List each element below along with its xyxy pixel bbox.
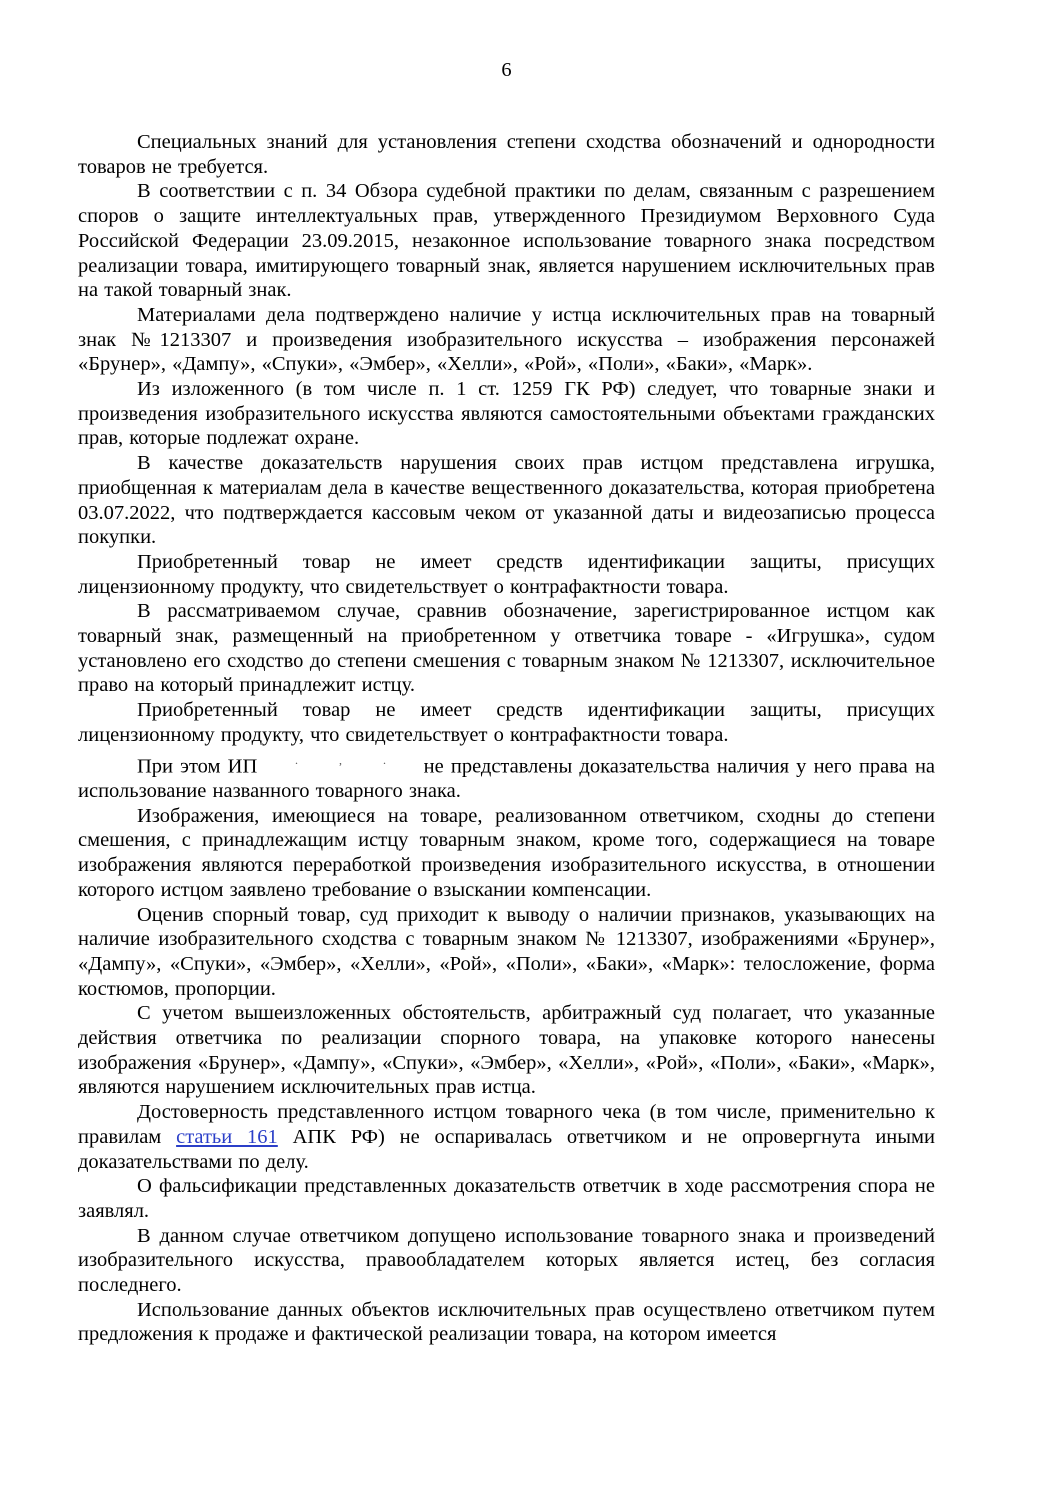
paragraph-counterfeit-2: Приобретенный товар не имеет средств идентификации защиты, присущих лицензионному продукту, что свидетельствует о контрафактности товара. [78, 699, 935, 746]
paragraph-counterfeit-1: Приобретенный товар не имеет средств идентификации защиты, присущих лицензионному продукту, что свидетельствует о контрафактности товара. [78, 550, 935, 598]
document-body [78, 130, 935, 1347]
paragraph-no-falsification-claim: О фальсификации представленных доказательств ответчик в ходе рассмотрения спора не заявлял. [78, 1175, 935, 1222]
paragraph-court-conclusion: С учетом вышеизложенных обстоятельств, арбитражный суд полагает, что указанные действия ответчика по реализации спорного товара, на упаковке которого нанесены изображения «Брунер», «Дампу», «Спуки», «Эмбер», «Хелли», «Рой», «Поли», «Баки», «Марк», являются нарушением исключительных прав истца. [78, 1002, 935, 1099]
paragraph-trademark-1213307: Материалами дела подтверждено наличие у истца исключительных прав на товарный знак №1213307 и произведения изобразительного искусства – изображения персонажей «Брунер», «Дампу», «Спуки», «Эмбер», «Хелли», «Рой», «Поли», «Баки», «Марк». [78, 303, 935, 376]
paragraph-receipt-before: Достоверность представленного истцом товарного чека (в том числе, применительно к правилам [78, 1101, 935, 1148]
paragraph-comparison: В рассматриваемом случае, сравнив обозначение, зарегистрированное истцом как товарный знак, размещенный на приобретенном у ответчика товаре - «Игрушка», судом установлено его сходство до степени смешения с товарным знаком № 1213307, исключительное право на который принадлежит истцу. [78, 600, 935, 697]
paragraph-review-p34: В соответствии с п. 34 Обзора судебной практики по делам, связанным с разрешением споров о защите интеллектуальных прав, утвержденного Президиумом Верховного Суда Российской Федерации 23.09.2015, незаконное использование товарного знака посредством реализации товара, имитирующего товарный знак, является нарушением исключительных прав на такой товарный знак. [78, 180, 935, 302]
paragraph-ip-no-rights-after: не представлены доказательства наличия у него права на использование названного товарного знака. [78, 755, 936, 802]
paragraph-gk-rf-1259: Из изложенного (в том числе п. 1 ст. 1259 ГК РФ) следует, что товарные знаки и произведения изобразительного искусства являются самостоятельными объектами гражданских прав, которые подлежат охране. [78, 378, 935, 450]
paragraph-use-by-sale: Использование данных объектов исключительных прав осуществлено ответчиком путем предложения к продаже и фактической реализации товара, на котором имеется [78, 1298, 935, 1346]
paragraph-ip-no-rights [78, 748, 935, 804]
page-number: 6 [501, 59, 512, 81]
link-statya-161-apk[interactable]: статьи 161 [176, 1125, 278, 1148]
paragraph-assessment: Оценив спорный товар, суд приходит к выводу о наличии признаков, указывающих на наличие изобразительного сходства с товарным знаком № 1213307, изображениями «Брунер», «Дампу», «Спуки», «Эмбер», «Хелли», «Рой», «Поли», «Баки», «Марк»: телосложение, форма костюмов, пропорции. [78, 903, 935, 1000]
redacted-name: . , . [294, 752, 386, 767]
paragraph-use-without-consent: В данном случае ответчиком допущено использование товарного знака и произведений изобразительного искусства, правообладателем которых является истец, без согласия последнего. [78, 1224, 935, 1297]
paragraph-receipt-authenticity [78, 1100, 935, 1174]
paragraph-images-similarity: Изображения, имеющиеся на товаре, реализованном ответчиком, сходны до степени смешения, с принадлежащим истцу товарным знаком, кроме того, содержащиеся на товаре изображения являются переработкой произведения изобразительного искусства, в отношении которого истцом заявлено требование о взыскании компенсации. [78, 804, 935, 901]
paragraph-ip-no-rights-before: При этом ИП [137, 755, 258, 778]
paragraph-receipt-after: АПК РФ) не оспаривалась ответчиком и не опровергнута иными доказательствами по делу. [78, 1125, 935, 1173]
paragraph-special-knowledge: Специальных знаний для установления степени сходства обозначений и однородности товаров не требуется. [78, 131, 935, 178]
paragraph-toy-evidence: В качестве доказательств нарушения своих прав истцом представлена игрушка, приобщенная к материалам дела в качестве вещественного доказательства, которая приобретена 03.07.2022, что подтверждается кассовым чеком от указанной даты и видеозаписью процесса покупки. [78, 452, 935, 549]
